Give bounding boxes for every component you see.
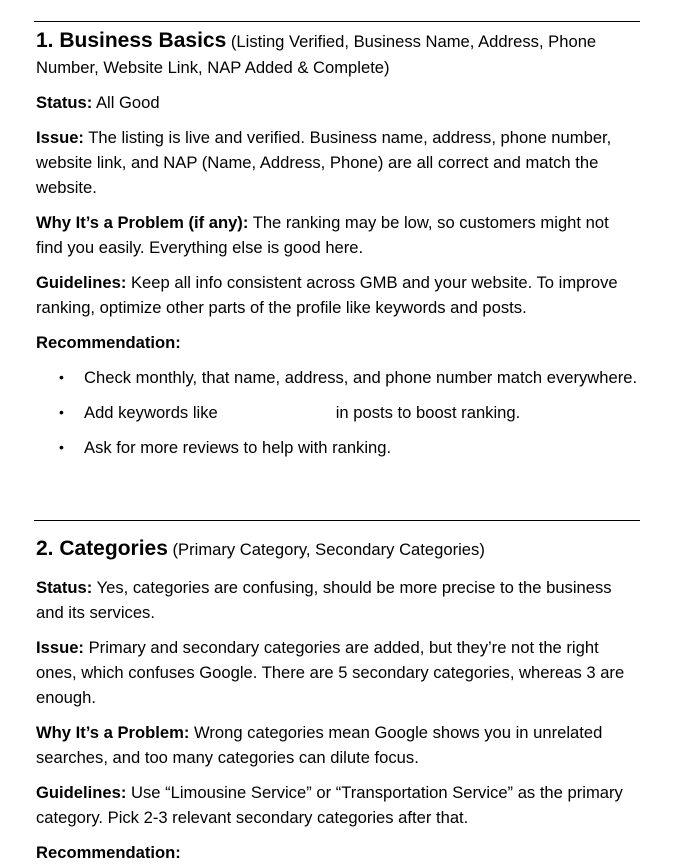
status-label: Status: <box>36 578 93 597</box>
section-title: 1. Business Basics <box>36 29 227 52</box>
section-subtitle: (Primary Category, Secondary Categories) <box>172 540 485 559</box>
issue-label: Issue: <box>36 638 84 657</box>
list-item-text: Check monthly, that name, address, and phone number match everywhere. <box>84 368 638 387</box>
issue-paragraph <box>36 635 638 710</box>
section-divider <box>34 520 640 521</box>
list-item <box>36 435 638 460</box>
guidelines-text: Use “Limousine Service” or “Transportation Service” as the primary category. Pick 2-3 relevant secondary categories after that. <box>36 783 623 827</box>
section-subtitle: (Listing Verified, Business Name, Address, Phone Number, Website Link, NAP Added & Complete) <box>36 32 597 77</box>
section-categories <box>36 536 638 865</box>
recommendation-list <box>36 365 638 460</box>
why-label: Why It’s a Problem (if any): <box>36 213 249 232</box>
recommendation-label: Recommendation: <box>36 333 181 352</box>
guidelines-label: Guidelines: <box>36 783 127 802</box>
issue-label: Issue: <box>36 128 84 147</box>
guidelines-label: Guidelines: <box>36 273 127 292</box>
status-paragraph <box>36 575 638 625</box>
list-item <box>36 400 638 425</box>
issue-text: The listing is live and verified. Business name, address, phone number, website link, and NAP (Name, Address, Phone) are all correct and match the website. <box>36 128 612 197</box>
why-text: The ranking may be low, so customers might not find you easily. Everything else is good here. <box>36 213 609 257</box>
list-item-text: Add keywords like <box>84 403 218 422</box>
list-item <box>36 365 638 390</box>
list-item-text: Ask for more reviews to help with ranking. <box>84 438 392 457</box>
section-title: 2. Categories <box>36 537 168 560</box>
list-item-text: in posts to boost ranking. <box>335 403 521 422</box>
why-label: Why It’s a Problem: <box>36 723 190 742</box>
guidelines-paragraph <box>36 780 638 830</box>
section-heading <box>36 28 638 81</box>
section-divider <box>34 21 640 22</box>
bullet-icon: • <box>59 404 64 420</box>
status-label: Status: <box>36 93 93 112</box>
issue-text: Primary and secondary categories are added, but they’re not the right ones, which confuses Google. There are 5 secondary categories, whereas 3 are enough. <box>36 638 625 707</box>
recommendation-heading <box>36 330 638 355</box>
bullet-icon: • <box>59 369 64 385</box>
status-text: Yes, categories are confusing, should be more precise to the business and its services. <box>36 578 612 622</box>
guidelines-paragraph <box>36 270 638 320</box>
why-paragraph <box>36 720 638 770</box>
recommendation-heading <box>36 840 638 865</box>
section-heading <box>36 536 638 563</box>
status-line <box>36 90 638 115</box>
why-paragraph <box>36 210 638 260</box>
section-business-basics <box>36 28 638 460</box>
why-text: Wrong categories mean Google shows you in unrelated searches, and too many categories can dilute focus. <box>36 723 603 767</box>
bullet-icon: • <box>59 439 64 455</box>
issue-paragraph <box>36 125 638 200</box>
status-text: All Good <box>95 93 160 112</box>
recommendation-label: Recommendation: <box>36 843 181 862</box>
guidelines-text: Keep all info consistent across GMB and your website. To improve ranking, optimize other parts of the profile like keywords and posts. <box>36 273 618 317</box>
